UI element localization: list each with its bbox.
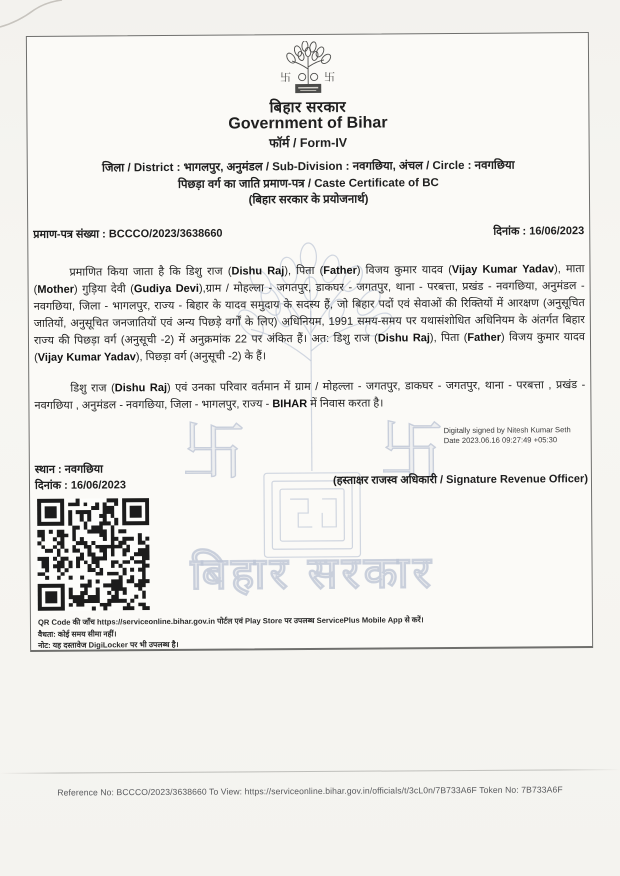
purpose-line: (बिहार सरकार के प्रयोजनार्थ) [248,193,369,207]
watermark-swastika-left-icon: 卐 [181,415,247,488]
digital-signature-line2: Date 2023.06.16 09:27:49 +05:30 [443,435,558,446]
digital-signature-stamp [444,425,571,446]
digilocker-note: नोट: यह दस्तावेज DigiLocker पर भी उपलब्ध है। [38,639,179,650]
scan-fold-line [0,769,620,774]
validity-note: वैधता: कोई समय सीमा नहीं। [37,628,117,639]
district-subdivision-circle-line: जिला / District : भागलपुर, अनुमंडल / Sub-Division : नवगछिया, अंचल / Circle : नवगछिया [101,159,515,175]
title-hindi: बिहार सरकार [269,98,347,117]
place-line: स्थान : नवगछिया [34,463,103,476]
certificate-paragraph-1: प्रमाणित किया जाता है कि डिशु राज (Dishu Raj), पिता (Father) विजय कुमार यादव (Vijay Kumar Yadav), माता (Mother) गुड़िया देवी (Gudiya Devi),ग्राम / मोहल्ला - जगतपुर, डाकघर - जगतपुर, थाना - परबत्ता, प्रखंड - नवगछिया, अनुमंडल - नवगछिया, जिला - भागलपुर, राज्य - बिहार के यादव समुदाय के सदस्य हैं, जो बिहार पदों एवं सेवाओं की रिक्तियों में आरक्षण (अनुसूचित जातियों, अनुसूचित जनजातियों एवं अन्य पिछड़े वर्गों के लिए) अधिनियम, 1991 समय-समय पर यथासंशोधित अधिनियम के अंतर्गत बिहार राज्य की पिछड़ा वर्ग (अनुसूची -2) में अनुक्रमांक 22 पर अंकित हैं। अत: डिशु राज (Dishu Raj), पिता (Father) विजय कुमार यादव (Vijay Kumar Yadav), पिछड़ा वर्ग (अनुसूची -2) के हैं। [33,263,586,364]
scan-corner-curl [0,0,70,32]
certificate-number: प्रमाण-पत्र संख्या : BCCCO/2023/3638660 [33,227,223,241]
place-date-block [35,461,126,494]
svg-text:卐: 卐 [323,71,335,84]
svg-text:卐: 卐 [279,72,291,85]
certificate-border-box [26,32,593,652]
certificate-title-line: पिछड़ा वर्ग का जाति प्रमाण-पत्र / Caste Certificate of BC [177,177,439,191]
certificate-paragraph-2: डिशु राज (Dishu Raj) एवं उनका परिवार वर्तमान में ग्राम / मोहल्ला - जगतपुर, डाकघर - जगतपुर, थाना - परबत्ता , प्रखंड - नवगछिया , अनुमंडल - नवगछिया, जिला - भागलपुर, राज्य - BIHAR में निवास करता है। [34,379,586,412]
digital-signature-line1: Digitally signed by Nitesh Kumar Seth [443,425,571,436]
qr-code-icon [37,498,150,611]
qr-notes-block [38,613,578,651]
qr-scan-note: QR Code की जाँच https://serviceonline.bihar.gov.in पोर्टल एवं Play Store पर उपलब्ध ServicePlus Mobile App से करें। [37,615,424,627]
bihar-emblem-icon [270,41,344,100]
date-line: दिनांक : 16/06/2023 [34,479,126,492]
certificate-date: दिनांक : 16/06/2023 [493,225,585,238]
watermark-swastika-right-icon: 卐 [379,414,445,487]
meta-row [33,223,584,242]
footer-reference-line: Reference No: BCCCO/2023/3638660 To View: https://serviceonline.bihar.gov.in/officials/t/3cL0n/7B733A6F Token No: 7B733A6F [57,784,563,798]
qr-code-block [37,498,150,616]
signature-officer-line: (हस्ताक्षर राजस्व अधिकारी / Signature Revenue Officer) [332,473,589,487]
form-number-line: फॉर्म / Form-IV [269,135,348,151]
title-english: Government of Bihar [228,114,388,133]
watermark-text: बिहार सरकार [190,548,436,599]
